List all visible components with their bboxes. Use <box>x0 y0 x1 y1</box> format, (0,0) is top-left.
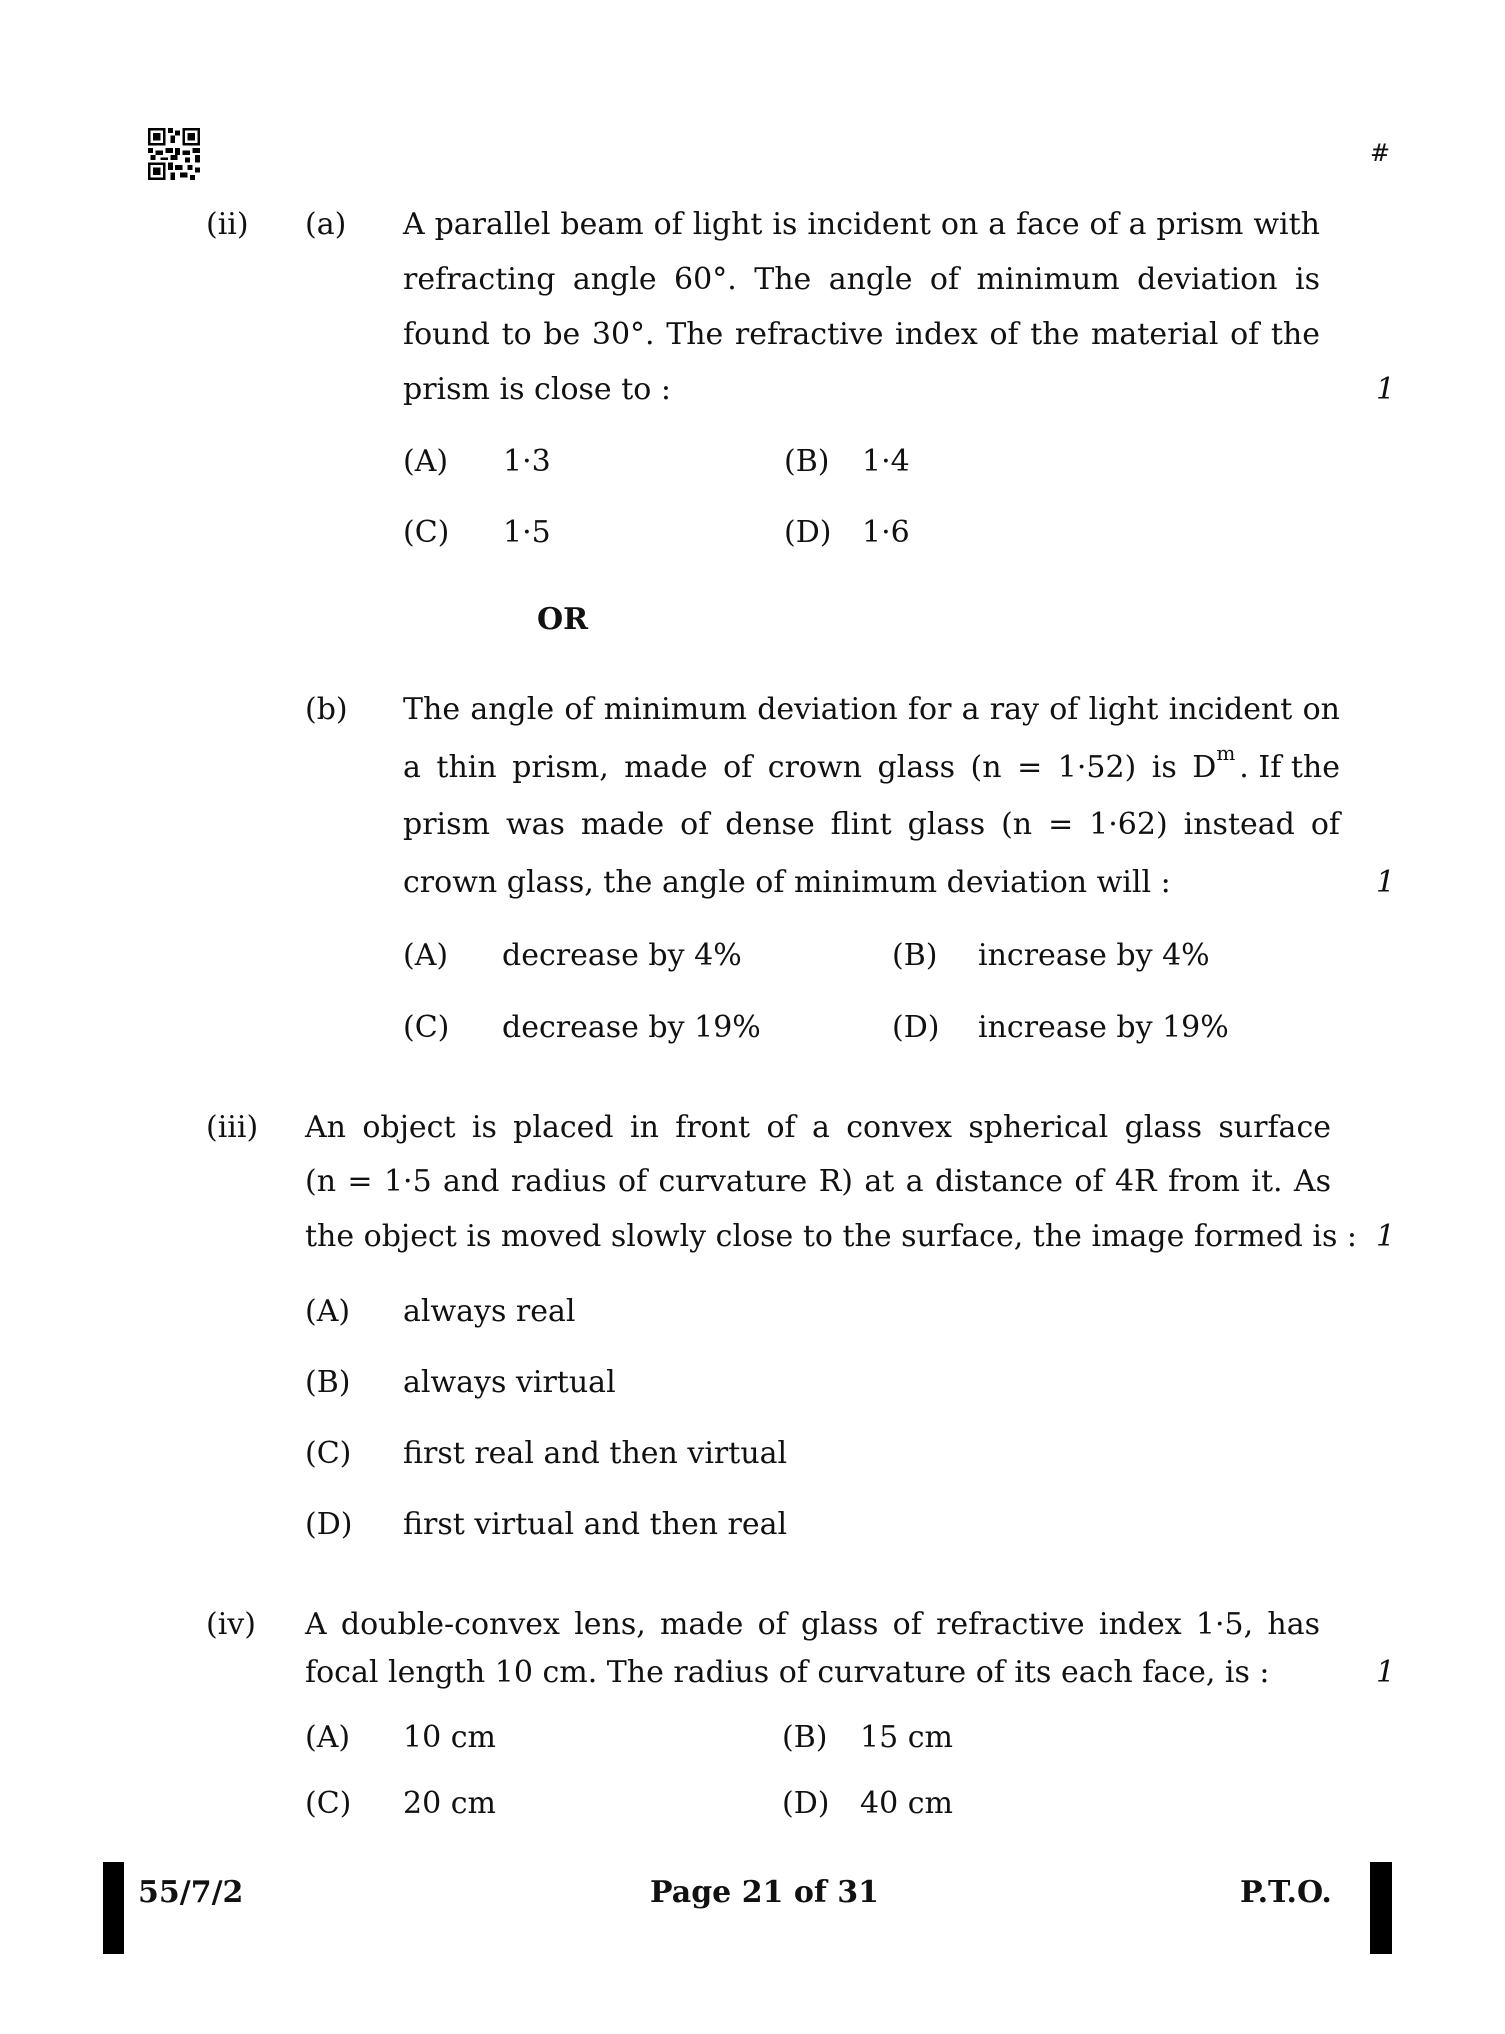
marks-value: 1 <box>1376 1219 1396 1254</box>
option-b-label: (B) <box>784 444 830 479</box>
text-line: found to be 30°. The refractive index of the material of the <box>403 317 1320 352</box>
option-b-label: (B) <box>892 938 938 973</box>
footer-page-number: Page 21 of 31 <box>650 1875 879 1910</box>
option-d-label: (D) <box>784 515 832 550</box>
option-c-label: (C) <box>403 1010 450 1045</box>
text-line: refracting angle 60°. The angle of minimum deviation is <box>403 262 1320 297</box>
option-d-text: 1·6 <box>862 515 910 550</box>
option-b-label: (B) <box>305 1365 351 1400</box>
option-a-text: decrease by 4% <box>502 938 742 973</box>
footer-left-bar <box>103 1862 124 1954</box>
subscript-m: m <box>1216 741 1236 765</box>
option-d-text: first virtual and then real <box>403 1507 788 1542</box>
marks-value: 1 <box>1376 865 1396 900</box>
marks-value: 1 <box>1376 1655 1396 1690</box>
option-c-label: (C) <box>305 1436 352 1471</box>
footer-right-bar <box>1370 1862 1392 1954</box>
option-d-label: (D) <box>892 1010 940 1045</box>
text-line: A parallel beam of light is incident on a face of a prism with <box>403 207 1320 242</box>
text-line: prism is close to : <box>403 372 671 407</box>
part-a-label: (a) <box>305 207 347 242</box>
option-a-label: (A) <box>305 1720 351 1755</box>
option-a-label: (A) <box>403 938 449 973</box>
text-line: An object is placed in front of a convex spherical glass surface <box>305 1110 1331 1145</box>
text-line: (n = 1·5 and radius of curvature R) at a distance of 4R from it. As <box>305 1164 1331 1199</box>
text-line: The angle of minimum deviation for a ray of light incident on <box>403 692 1340 727</box>
option-a-label: (A) <box>305 1294 351 1329</box>
option-d-label: (D) <box>782 1786 830 1821</box>
option-a-text: 1·3 <box>503 444 551 479</box>
qr-code-icon <box>148 128 200 180</box>
question-number-iii: (iii) <box>206 1110 259 1145</box>
option-c-text: first real and then virtual <box>403 1436 788 1471</box>
question-number-ii: (ii) <box>206 207 249 242</box>
or-separator: OR <box>537 602 589 637</box>
option-a-text: 10 cm <box>403 1720 496 1755</box>
option-b-text: 15 cm <box>860 1720 953 1755</box>
option-d-text: 40 cm <box>860 1786 953 1821</box>
footer-paper-code: 55/7/2 <box>138 1875 244 1910</box>
text-line: focal length 10 cm. The radius of curvature of its each face, is : <box>305 1655 1270 1690</box>
text-line-tail: . If the <box>1239 750 1340 785</box>
option-d-text: increase by 19% <box>978 1010 1229 1045</box>
footer-pto: P.T.O. <box>1240 1875 1332 1910</box>
option-c-label: (C) <box>305 1786 352 1821</box>
option-a-text: always real <box>403 1294 576 1329</box>
page-hash-mark: # <box>1370 139 1391 167</box>
text-line: crown glass, the angle of minimum deviation will : <box>403 865 1171 900</box>
option-b-text: increase by 4% <box>978 938 1210 973</box>
text-line: A double-convex lens, made of glass of refractive index 1·5, has <box>305 1607 1320 1642</box>
text-line: prism was made of dense flint glass (n = 1·62) instead of <box>403 807 1340 842</box>
option-c-text: 1·5 <box>503 515 551 550</box>
option-a-label: (A) <box>403 444 449 479</box>
text-line: the object is moved slowly close to the surface, the image formed is : <box>305 1219 1357 1254</box>
option-b-text: 1·4 <box>862 444 910 479</box>
option-b-text: always virtual <box>403 1365 616 1400</box>
part-b-label: (b) <box>305 692 348 727</box>
marks-value: 1 <box>1376 372 1396 407</box>
question-number-iv: (iv) <box>206 1607 256 1642</box>
option-c-text: 20 cm <box>403 1786 496 1821</box>
text-line-with-subscript <box>403 741 1340 785</box>
option-b-label: (B) <box>782 1720 828 1755</box>
text-line-main: a thin prism, made of crown glass (n = 1·52) is D <box>403 750 1217 785</box>
option-c-text: decrease by 19% <box>502 1010 761 1045</box>
option-d-label: (D) <box>305 1507 353 1542</box>
option-c-label: (C) <box>403 515 450 550</box>
